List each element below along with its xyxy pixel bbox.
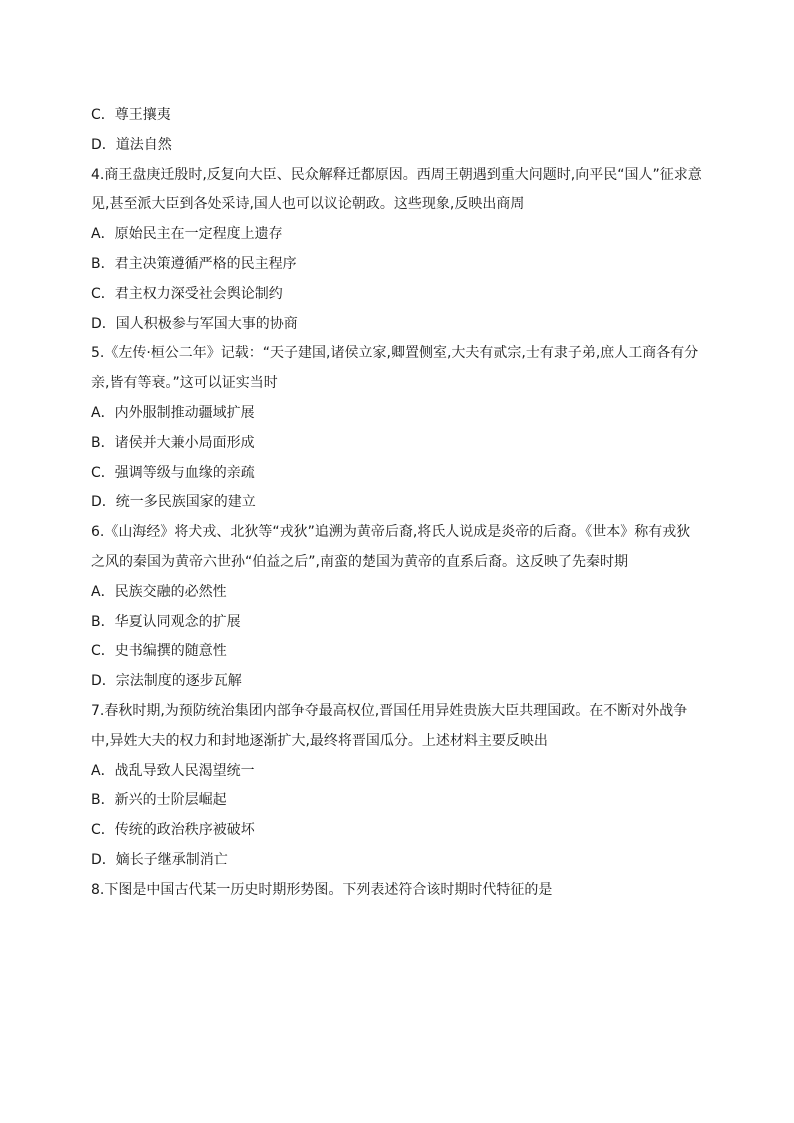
option-b-q4: B．君主决策遵循严格的民主程序 [91,255,297,272]
option-d-q5: D．统一多民族国家的建立 [91,494,256,511]
option-a-q7: A．战乱导致人民渴望统一 [91,762,255,779]
question-7-stem-line-1: 7.春秋时期,为预防统治集团内部争夺最高权位,晋国任用异姓贵族大臣共理国政。在不断对外战争 [91,702,688,719]
option-c-q3: C．尊王攘夷 [91,107,171,123]
question-6-stem-line-1: 6.《山海经》将犬戎、北狄等“戎狄”追溯为黄帝后裔,将氏人说成是炎帝的后裔。《世本》称有戎狄 [91,524,691,541]
option-d-q6: D．宗法制度的逐步瓦解 [91,673,242,690]
option-b-q6: B．华夏认同观念的扩展 [91,613,241,630]
option-c-q7: C．传统的政治秩序被破坏 [91,822,255,839]
option-b-q7: B．新兴的士阶层崛起 [91,792,227,809]
option-d-q3: D．道法自然 [91,136,172,153]
option-d-q7: D．嫡长子继承制消亡 [91,851,228,868]
question-text-block [91,101,703,906]
question-8-stem: 8.下图是中国古代某一历史时期形势图。下列表述符合该时期时代特征的是 [91,881,553,898]
option-d-q4: D．国人积极参与军国大事的协商 [91,315,298,332]
option-c-q5: C．强调等级与血缘的亲疏 [91,464,255,481]
question-6-stem-line-2: 之风的秦国为黄帝六世孙“伯益之后”,南蛮的楚国为黄帝的直系后裔。这反映了先秦时期 [91,553,628,570]
question-5-stem-line-2: 亲,皆有等衰。”这可以证实当时 [91,375,278,392]
option-c-q6: C．史书编撰的随意性 [91,643,227,660]
option-b-q5: B．诸侯并大兼小局面形成 [91,434,255,451]
question-4-stem-line-2: 见,甚至派大臣到各处采诗,国人也可以议论朝政。这些现象,反映出商周 [91,196,525,213]
question-4-stem-line-1: 4.商王盘庚迁殷时,反复向大臣、民众解释迁都原因。西周王朝遇到重大问题时,向平民“国人”征求意 [91,166,702,183]
question-5-stem-line-1: 5.《左传·桓公二年》记载：“天子建国,诸侯立家,卿置侧室,大夫有贰宗,士有隶子弟,庶人工商各有分 [91,345,699,362]
option-a-q6: A．民族交融的必然性 [91,583,227,600]
option-a-q5: A．内外服制推动疆域扩展 [91,404,255,421]
question-7-stem-line-2: 中,异姓大夫的权力和封地逐渐扩大,最终将晋国瓜分。上述材料主要反映出 [91,732,548,749]
option-a-q4: A．原始民主在一定程度上遗存 [91,226,283,243]
option-c-q4: C．君主权力深受社会舆论制约 [91,285,283,302]
